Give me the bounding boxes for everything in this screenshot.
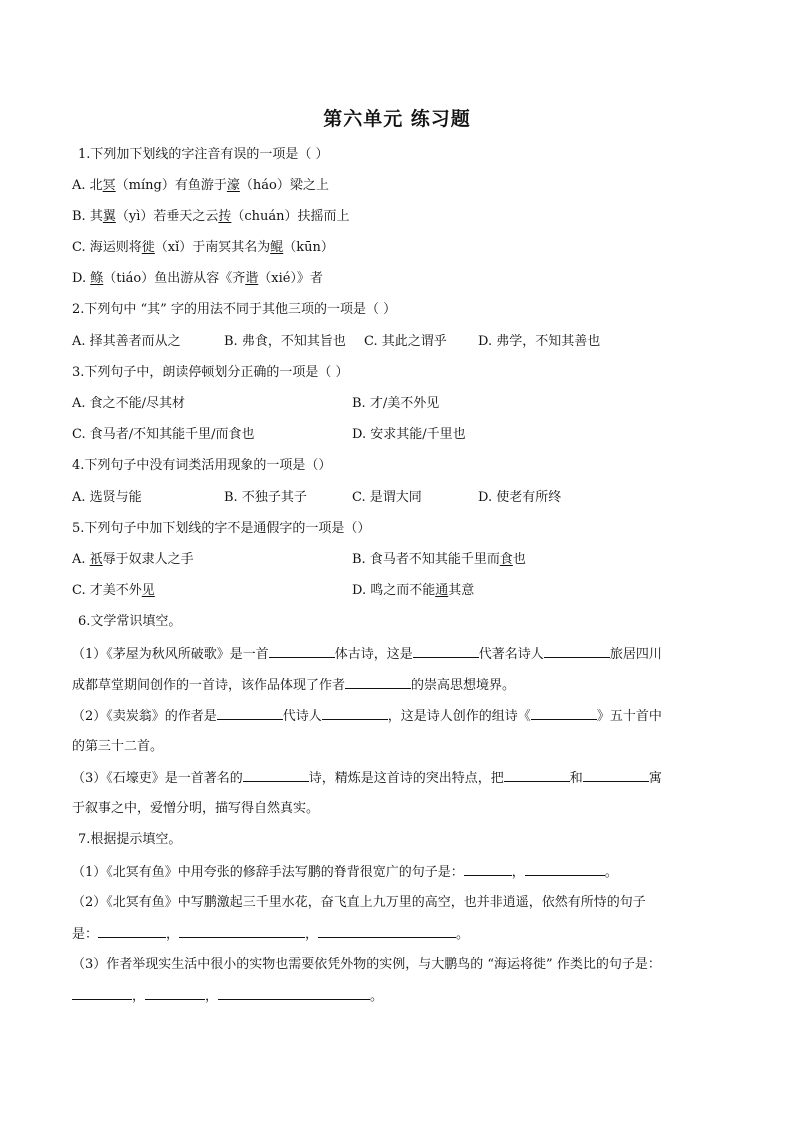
text-segment: B. 其	[72, 209, 103, 224]
fill-blank[interactable]	[72, 987, 132, 1000]
text-segment: （kūn）	[283, 240, 334, 255]
fill-blank[interactable]	[318, 925, 456, 938]
q2-option-a: A. 择其善者而从之	[72, 334, 181, 349]
underlined-char: 祇	[89, 552, 103, 567]
text-segment: （chuán）扶摇而上	[231, 209, 350, 224]
q1-option-d	[72, 270, 323, 288]
q5-stem: 5.下列句子中加下划线的字不是通假字的一项是（）	[72, 521, 371, 536]
fill-blank[interactable]	[413, 645, 479, 658]
q4-option-c: C. 是谓大同	[352, 490, 422, 505]
text-segment: ，	[305, 927, 319, 942]
text-segment: （1）《北冥有鱼》中用夸张的修辞手法写鹏的脊背很宽广的句子是：	[72, 865, 464, 880]
text-segment: 和	[569, 771, 583, 786]
text-segment: 是：	[72, 927, 99, 942]
underlined-char: 谐	[245, 271, 259, 286]
q3-option-c: C. 食马者/不知其能千里/而食也	[72, 427, 255, 442]
q5-option-a	[72, 551, 194, 569]
q6-line-5	[72, 769, 662, 788]
text-segment: （3）《石壕吏》是一首著名的	[72, 771, 243, 786]
text-segment: （2）《卖炭翁》的作者是	[72, 709, 217, 724]
page-title: 第六单元 练习题	[323, 108, 471, 130]
text-segment: 辱于奴隶人之手	[102, 552, 194, 567]
text-segment: A.	[72, 552, 90, 567]
text-segment: ，这是诗人创作的组诗《	[387, 709, 531, 724]
q3-option-b: B. 才/美不外见	[352, 396, 440, 411]
text-segment: 体古诗，这是	[334, 647, 413, 662]
q7-line-3	[72, 925, 469, 944]
q7-stem: 7.根据提示填空。	[78, 832, 182, 847]
text-segment: 的崇高思想境界。	[411, 678, 516, 693]
q6-stem: 6.文学常识填空。	[78, 614, 182, 629]
fill-blank[interactable]	[179, 925, 305, 938]
text-segment: 寓	[648, 771, 662, 786]
text-segment: 。	[370, 989, 384, 1004]
text-segment: D.	[72, 271, 91, 286]
q5-option-d	[352, 582, 474, 600]
q4-stem: 4.下列句子中没有词类活用现象的一项是（）	[72, 458, 332, 473]
text-segment: 》五十首中	[596, 709, 662, 724]
text-segment: C. 才美不外	[72, 583, 142, 598]
text-segment: 其意	[448, 583, 475, 598]
text-segment: （xié）》者	[258, 271, 323, 286]
fill-blank[interactable]	[218, 987, 370, 1000]
underlined-char: 抟	[218, 209, 232, 224]
q7-line-5	[72, 987, 383, 1006]
text-segment: （xǐ）于南冥其名为	[154, 240, 271, 255]
q1-option-a	[72, 177, 329, 195]
text-segment: 成都草堂期间创作的一首诗，该作品体现了作者	[72, 678, 346, 693]
text-segment: 。	[604, 865, 618, 880]
q7-line-1	[72, 863, 618, 882]
underlined-char: 通	[435, 583, 449, 598]
underlined-char: 鲦	[90, 271, 104, 286]
text-segment: B. 食马者不知其能千里而	[352, 552, 500, 567]
q5-option-c	[72, 582, 155, 600]
text-segment: C. 海运则将	[72, 240, 142, 255]
text-segment: 代著名诗人	[478, 647, 544, 662]
q3-option-d: D. 安求其能/千里也	[352, 427, 466, 442]
q3-option-a: A. 食之不能/尽其材	[72, 396, 186, 411]
q6-line-3	[72, 707, 662, 726]
text-segment: （yì）若垂天之云	[115, 209, 219, 224]
q1-option-b	[72, 208, 350, 226]
q3-stem: 3.下列句子中，朗读停顿划分正确的一项是（ ）	[72, 365, 349, 380]
fill-blank[interactable]	[525, 863, 605, 876]
text-segment: ，	[205, 989, 219, 1004]
fill-blank[interactable]	[243, 769, 309, 782]
underlined-char: 鲲	[270, 240, 284, 255]
q7-line-2: （2）《北冥有鱼》中写鹏激起三千里水花，奋飞直上九万里的高空，也并非逍遥，依然有所恃的句子	[72, 895, 646, 910]
underlined-char: 食	[499, 552, 513, 567]
q7-line-4: （3）作者举现实生活中很小的实物也需要依凭外物的实例，与大鹏鸟的 “海运将徙” 作类比的句子是：	[72, 957, 661, 972]
fill-blank[interactable]	[269, 645, 335, 658]
underlined-char: 见	[141, 583, 155, 598]
q4-option-d: D. 使老有所终	[478, 490, 562, 505]
q4-option-a: A. 选贤与能	[72, 490, 142, 505]
fill-blank[interactable]	[217, 707, 283, 720]
text-segment: （1）《茅屋为秋风所破歌》是一首	[72, 647, 269, 662]
text-segment: 代诗人	[282, 709, 322, 724]
text-segment: （háo）梁之上	[239, 178, 329, 193]
text-segment: ，	[511, 865, 525, 880]
fill-blank[interactable]	[98, 925, 166, 938]
fill-blank[interactable]	[583, 769, 649, 782]
fill-blank[interactable]	[504, 769, 570, 782]
q6-line-1	[72, 645, 662, 664]
q2-option-d: D. 弗学，不知其善也	[478, 334, 601, 349]
q2-option-b: B. 弗食，不知其旨也	[224, 334, 346, 349]
q6-line-4: 的第三十二首。	[72, 739, 164, 754]
text-segment: A. 北	[72, 178, 103, 193]
underlined-char: 濠	[226, 178, 240, 193]
q1-stem: 1.下列加下划线的字注音有误的一项是（ ）	[78, 147, 329, 162]
text-segment: 诗，精炼是这首诗的突出特点，把	[308, 771, 504, 786]
fill-blank[interactable]	[531, 707, 597, 720]
fill-blank[interactable]	[544, 645, 610, 658]
text-segment: （tiáo）鱼出游从容《齐	[103, 271, 246, 286]
text-segment: （míng）有鱼游于	[115, 178, 227, 193]
underlined-char: 徙	[141, 240, 155, 255]
fill-blank[interactable]	[322, 707, 388, 720]
fill-blank[interactable]	[345, 676, 411, 689]
underlined-char: 翼	[102, 209, 116, 224]
text-segment: D. 鸣之而不能	[352, 583, 436, 598]
text-segment: ，	[132, 989, 146, 1004]
underlined-char: 冥	[102, 178, 116, 193]
q2-option-c: C. 其此之谓乎	[364, 334, 447, 349]
q2-stem: 2.下列句中 “其” 字的用法不同于其他三项的一项是（ ）	[72, 302, 397, 317]
text-segment: 也	[512, 552, 526, 567]
q6-line-2	[72, 676, 515, 695]
text-segment: ，	[166, 927, 180, 942]
q6-line-6: 于叙事之中，爱憎分明，描写得自然真实。	[72, 801, 320, 816]
q4-option-b: B. 不独子其子	[224, 490, 307, 505]
text-segment: 旅居四川	[609, 647, 662, 662]
q5-option-b	[352, 551, 526, 569]
text-segment: 。	[456, 927, 470, 942]
q1-option-c	[72, 239, 334, 257]
fill-blank[interactable]	[145, 987, 205, 1000]
fill-blank[interactable]	[464, 863, 512, 876]
